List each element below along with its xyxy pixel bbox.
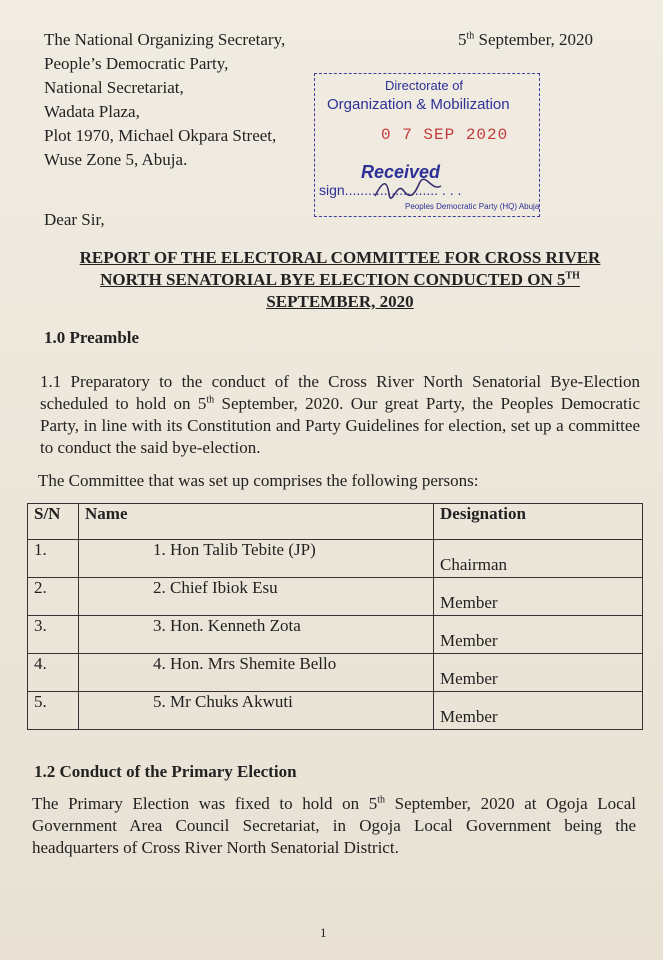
received-stamp [314, 73, 540, 217]
cell-designation: Member [434, 578, 643, 616]
cell-name: 3. Hon. Kenneth Zota [79, 616, 434, 654]
cell-sn: 4. [28, 654, 79, 692]
cell-designation: Chairman [434, 540, 643, 578]
table-row [28, 540, 643, 578]
cell-name: 4. Hon. Mrs Shemite Bello [79, 654, 434, 692]
cell-name: 1. Hon Talib Tebite (JP) [79, 540, 434, 578]
header-sn: S/N [28, 504, 79, 540]
cell-designation: Member [434, 654, 643, 692]
cell-sn: 5. [28, 692, 79, 730]
cell-sn: 1. [28, 540, 79, 578]
committee-table [27, 503, 643, 730]
cell-sn: 2. [28, 578, 79, 616]
address-line: Wuse Zone 5, Abuja. [44, 150, 188, 169]
conduct-paragraph: The Primary Election was fixed to hold on 5th September, 2020 at Ogoja Local Government Area Council Secretariat, in Ogoja Local Government being the headquarters of Cross River North Senatorial District. [32, 794, 636, 857]
header-name: Name [79, 504, 434, 540]
table-header-row [28, 504, 643, 540]
address-line: The National Organizing Secretary, [44, 30, 286, 49]
cell-sn: 3. [28, 616, 79, 654]
preamble-heading: 1.0 Preamble [44, 328, 140, 347]
letter-date: 5th September, 2020 [458, 30, 594, 49]
table-row [28, 654, 643, 692]
cell-designation: Member [434, 616, 643, 654]
address-line: National Secretariat, [44, 78, 184, 97]
stamp-received: Received [361, 162, 441, 182]
recipient-address [44, 28, 285, 172]
stamp-date: 0 7 SEP 2020 [381, 126, 509, 144]
cell-name: 2. Chief Ibiok Esu [79, 578, 434, 616]
salutation: Dear Sir, [44, 210, 105, 229]
table-row [28, 578, 643, 616]
stamp-party: Peoples Democratic Party (HQ) Abuja [405, 202, 540, 211]
stamp-directorate: Directorate of [385, 78, 464, 93]
signature-scribble [373, 178, 443, 200]
conduct-heading: 1.2 Conduct of the Primary Election [34, 762, 297, 781]
cell-designation: Member [434, 692, 643, 730]
cell-name: 5. Mr Chuks Akwuti [79, 692, 434, 730]
committee-intro: The Committee that was set up comprises the following persons: [38, 471, 479, 490]
address-line: Plot 1970, Michael Okpara Street, [44, 126, 277, 145]
table-row [28, 616, 643, 654]
stamp-sign-line: sign........................ . . . [319, 182, 462, 198]
table-row [28, 692, 643, 730]
stamp-department: Organization & Mobilization [327, 96, 510, 113]
address-line: People’s Democratic Party, [44, 54, 229, 73]
preamble-paragraph: 1.1 Preparatory to the conduct of the Cross River North Senatorial Bye-Election scheduled to hold on 5th September, 2020. Our great Party, the Peoples Democratic Party, in line with its Constitution and Party Guidelines for election, set up a committee to conduct the said bye-election. [40, 372, 641, 457]
report-title: REPORT OF THE ELECTORAL COMMITTEE FOR CROSS RIVER NORTH SENATORIAL BYE ELECTION CONDUCTED ON 5TH SEPTEMBER, 2020 [79, 248, 601, 311]
address-line: Wadata Plaza, [44, 102, 140, 121]
page-number: 1 [320, 925, 327, 940]
header-designation: Designation [434, 504, 643, 540]
